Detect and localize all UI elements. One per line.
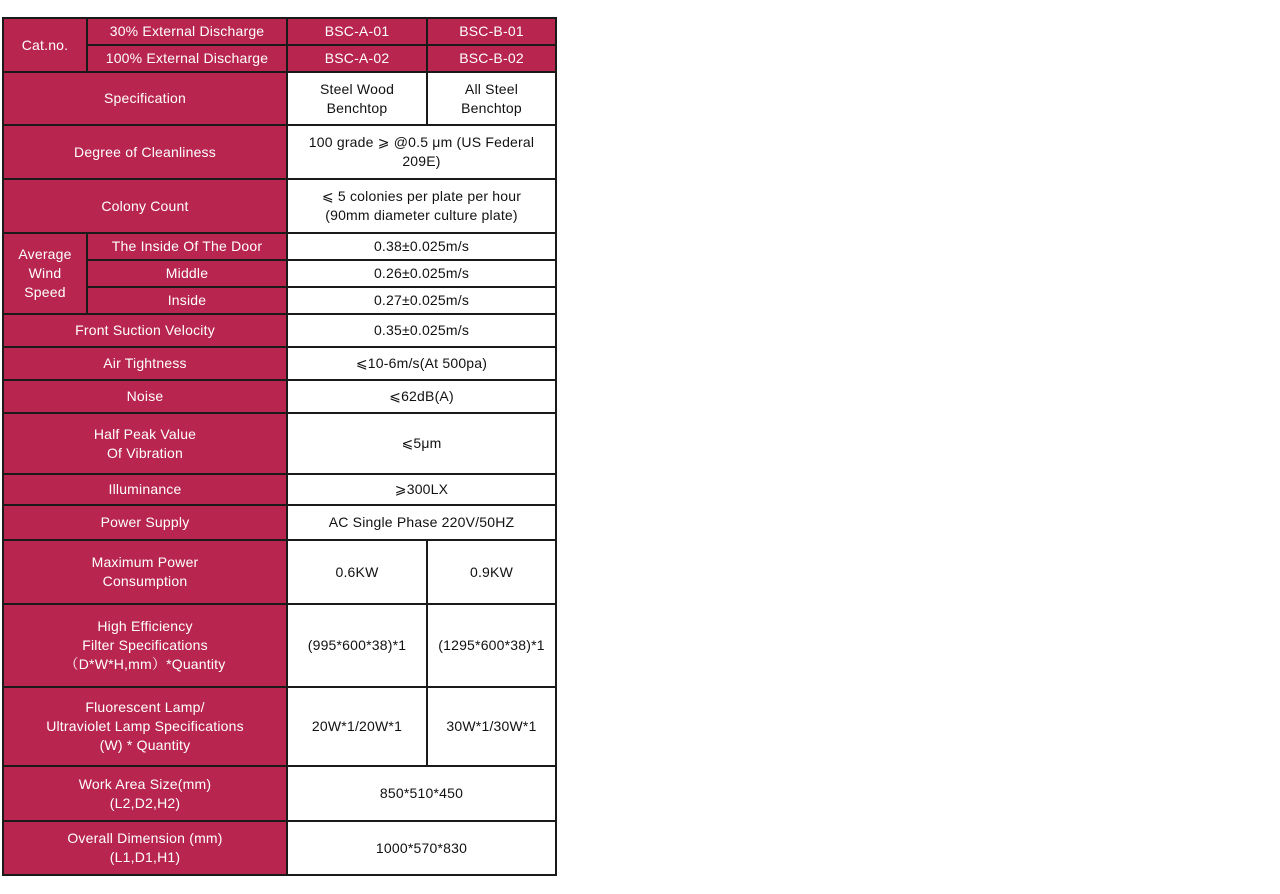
catno-30-b: BSC-B-01 [427, 18, 556, 45]
row-illuminance [3, 474, 556, 505]
maxpower-b: 0.9KW [427, 540, 556, 604]
row-cleanliness [3, 125, 556, 179]
suction-label: Front Suction Velocity [3, 314, 287, 347]
wind-middle-label: Middle [87, 260, 287, 287]
suction-value: 0.35±0.025m/s [287, 314, 556, 347]
catno-100-b: BSC-B-02 [427, 45, 556, 72]
filter-a: (995*600*38)*1 [287, 604, 427, 687]
row-suction [3, 314, 556, 347]
row-airtight [3, 347, 556, 380]
illuminance-value: ⩾300LX [287, 474, 556, 505]
wind-middle-value: 0.26±0.025m/s [287, 260, 556, 287]
row-overall [3, 821, 556, 875]
wind-inside-value: 0.27±0.025m/s [287, 287, 556, 314]
catno-label: Cat.no. [3, 18, 87, 72]
power-value: AC Single Phase 220V/50HZ [287, 505, 556, 540]
wind-door-label: The Inside Of The Door [87, 233, 287, 260]
filter-label: High Efficiency Filter Specifications （D*W*H,mm）*Quantity [3, 604, 287, 687]
filter-b: (1295*600*38)*1 [427, 604, 556, 687]
lamp-b: 30W*1/30W*1 [427, 687, 556, 766]
workarea-label: Work Area Size(mm) (L2,D2,H2) [3, 766, 287, 821]
workarea-value: 850*510*450 [287, 766, 556, 821]
specification-a: Steel Wood Benchtop [287, 72, 427, 125]
wind-inside-label: Inside [87, 287, 287, 314]
row-lamp [3, 687, 556, 766]
catno-100-label: 100% External Discharge [87, 45, 287, 72]
catno-30-label: 30% External Discharge [87, 18, 287, 45]
illuminance-label: Illuminance [3, 474, 287, 505]
row-wind-door [3, 233, 556, 260]
catno-100-a: BSC-A-02 [287, 45, 427, 72]
vibration-label: Half Peak Value Of Vibration [3, 413, 287, 474]
wind-label: Average Wind Speed [3, 233, 87, 314]
spec-table [2, 17, 557, 876]
wind-door-value: 0.38±0.025m/s [287, 233, 556, 260]
lamp-label: Fluorescent Lamp/ Ultraviolet Lamp Specifications (W) * Quantity [3, 687, 287, 766]
row-power [3, 505, 556, 540]
row-filter [3, 604, 556, 687]
row-maxpower [3, 540, 556, 604]
vibration-value: ⩽5μm [287, 413, 556, 474]
overall-value: 1000*570*830 [287, 821, 556, 875]
row-colony [3, 179, 556, 233]
colony-value: ⩽ 5 colonies per plate per hour (90mm diameter culture plate) [287, 179, 556, 233]
row-catno-30 [3, 18, 556, 45]
row-noise [3, 380, 556, 413]
row-specification [3, 72, 556, 125]
row-workarea [3, 766, 556, 821]
cleanliness-value: 100 grade ⩾ @0.5 μm (US Federal 209E) [287, 125, 556, 179]
airtight-value: ⩽10-6m/s(At 500pa) [287, 347, 556, 380]
power-label: Power Supply [3, 505, 287, 540]
catno-30-a: BSC-A-01 [287, 18, 427, 45]
specification-label: Specification [3, 72, 287, 125]
row-vibration [3, 413, 556, 474]
airtight-label: Air Tightness [3, 347, 287, 380]
noise-label: Noise [3, 380, 287, 413]
maxpower-label: Maximum Power Consumption [3, 540, 287, 604]
cleanliness-label: Degree of Cleanliness [3, 125, 287, 179]
maxpower-a: 0.6KW [287, 540, 427, 604]
noise-value: ⩽62dB(A) [287, 380, 556, 413]
colony-label: Colony Count [3, 179, 287, 233]
specification-b: All Steel Benchtop [427, 72, 556, 125]
overall-label: Overall Dimension (mm) (L1,D1,H1) [3, 821, 287, 875]
lamp-a: 20W*1/20W*1 [287, 687, 427, 766]
